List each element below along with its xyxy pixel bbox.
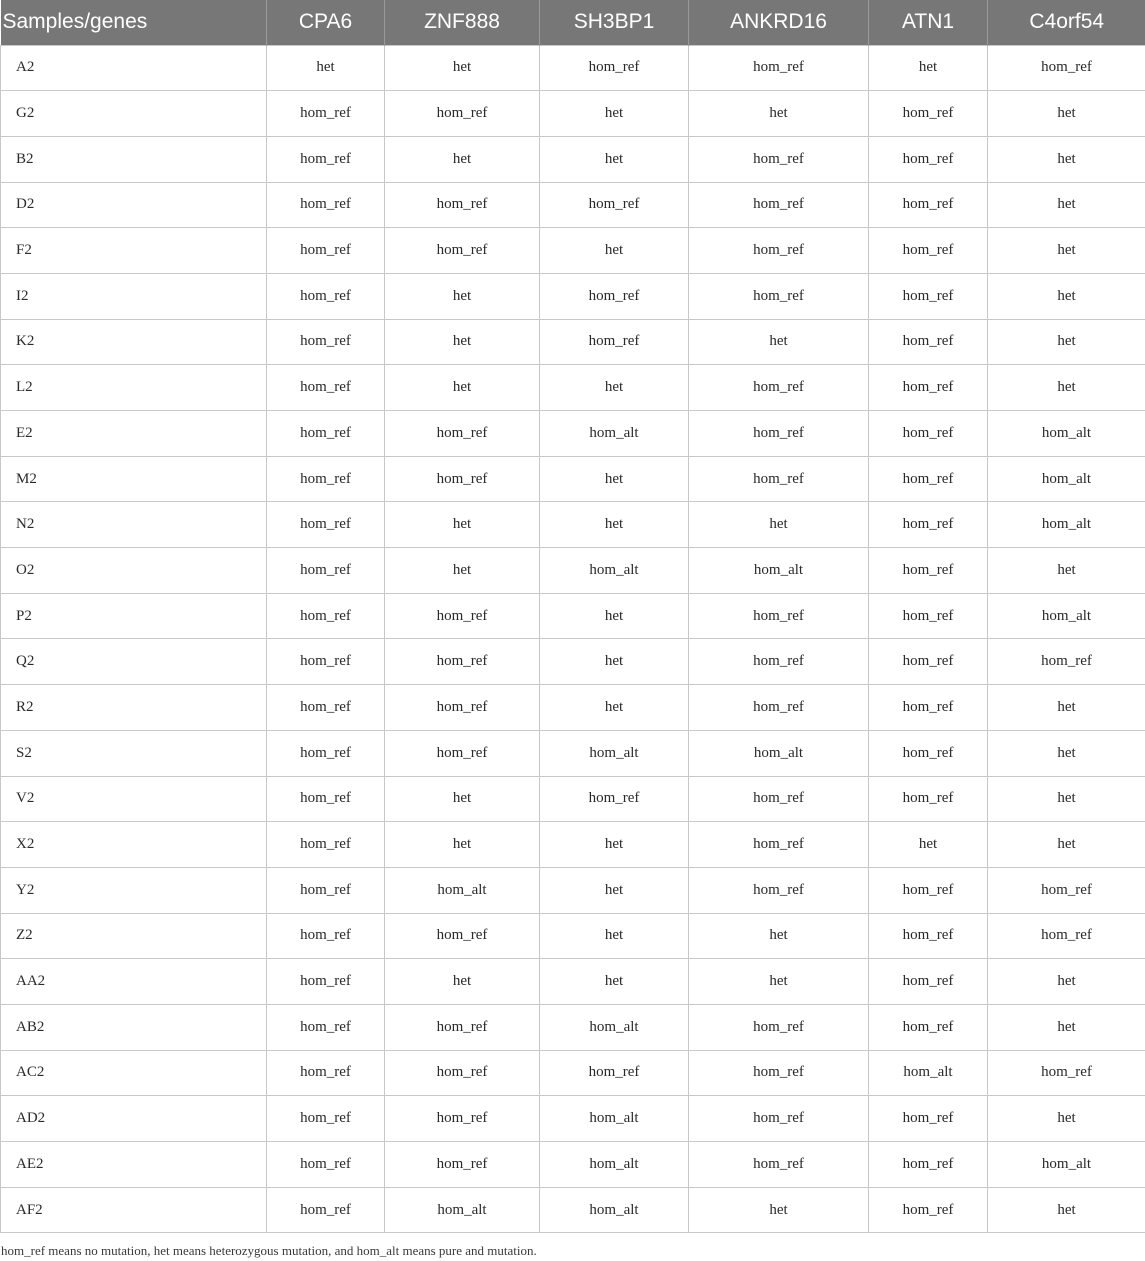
genotype-cell: hom_alt <box>540 730 689 776</box>
genotype-cell: hom_ref <box>689 456 869 502</box>
sample-cell: Z2 <box>1 913 267 959</box>
genotype-cell: hom_ref <box>689 411 869 457</box>
genotype-cell: het <box>988 182 1145 228</box>
genotype-cell: hom_ref <box>869 182 988 228</box>
genotype-cell: hom_ref <box>267 913 385 959</box>
table-row <box>1 228 1145 274</box>
genotype-cell: hom_ref <box>869 1096 988 1142</box>
genotype-cell: het <box>540 365 689 411</box>
genotype-cell: het <box>988 319 1145 365</box>
genotype-cell: hom_ref <box>869 411 988 457</box>
genotype-cell: hom_ref <box>869 593 988 639</box>
genotype-cell: hom_alt <box>988 411 1145 457</box>
genotype-cell: hom_ref <box>689 1004 869 1050</box>
column-header-ankrd16: ANKRD16 <box>689 0 869 45</box>
table-row <box>1 959 1145 1005</box>
genotype-cell: hom_ref <box>689 639 869 685</box>
genotype-cell: hom_ref <box>869 639 988 685</box>
table-row <box>1 456 1145 502</box>
genotype-cell: het <box>385 136 540 182</box>
genotype-cell: hom_ref <box>267 959 385 1005</box>
genotype-cell: het <box>689 913 869 959</box>
genotype-cell: het <box>540 456 689 502</box>
genotype-cell: hom_ref <box>267 182 385 228</box>
table-row <box>1 593 1145 639</box>
genotype-cell: het <box>540 822 689 868</box>
genotype-cell: het <box>988 730 1145 776</box>
column-header-cpa6: CPA6 <box>267 0 385 45</box>
genotype-cell: hom_ref <box>267 685 385 731</box>
table-body <box>1 45 1145 1233</box>
sample-cell: S2 <box>1 730 267 776</box>
genotype-cell: hom_ref <box>385 1050 540 1096</box>
sample-cell: L2 <box>1 365 267 411</box>
genotype-cell: hom_alt <box>988 1142 1145 1188</box>
genotype-cell: het <box>988 548 1145 594</box>
table-row <box>1 1142 1145 1188</box>
genotype-cell: hom_ref <box>988 1050 1145 1096</box>
genotype-cell: hom_ref <box>385 228 540 274</box>
genotype-cell: hom_ref <box>869 319 988 365</box>
sample-cell: AA2 <box>1 959 267 1005</box>
genotype-cell: het <box>385 548 540 594</box>
genotype-cell: het <box>385 959 540 1005</box>
genotype-cell: het <box>988 228 1145 274</box>
genotype-cell: hom_alt <box>385 867 540 913</box>
sample-cell: N2 <box>1 502 267 548</box>
genotype-cell: hom_ref <box>267 639 385 685</box>
sample-cell: B2 <box>1 136 267 182</box>
sample-cell: E2 <box>1 411 267 457</box>
column-header-atn1: ATN1 <box>869 0 988 45</box>
column-header-sh3bp1: SH3BP1 <box>540 0 689 45</box>
genotype-cell: hom_alt <box>689 730 869 776</box>
column-header-samples: Samples/genes <box>1 0 267 45</box>
sample-cell: AC2 <box>1 1050 267 1096</box>
table-row <box>1 639 1145 685</box>
genotype-cell: hom_ref <box>988 913 1145 959</box>
genotype-cell: hom_ref <box>267 1004 385 1050</box>
genotype-cell: hom_ref <box>267 1096 385 1142</box>
table-row <box>1 776 1145 822</box>
genotype-cell: hom_ref <box>689 45 869 91</box>
sample-cell: V2 <box>1 776 267 822</box>
table-row <box>1 1096 1145 1142</box>
table-row <box>1 45 1145 91</box>
genotype-cell: hom_ref <box>689 182 869 228</box>
column-header-c4orf54: C4orf54 <box>1029 10 1105 34</box>
genotype-cell: het <box>540 136 689 182</box>
sample-cell: AB2 <box>1 1004 267 1050</box>
genotype-cell: hom_ref <box>689 822 869 868</box>
genotype-cell: hom_ref <box>869 913 988 959</box>
genotype-cell: hom_ref <box>385 91 540 137</box>
genotype-cell: hom_ref <box>385 182 540 228</box>
table-footnote: hom_ref means no mutation, het means heterozygous mutation, and hom_alt means pure and mutation. <box>1 1243 537 1258</box>
genotype-cell: hom_ref <box>869 776 988 822</box>
genotype-cell: hom_ref <box>267 548 385 594</box>
sample-cell: I2 <box>1 273 267 319</box>
genotype-cell: het <box>385 273 540 319</box>
genotype-cell: het <box>988 273 1145 319</box>
sample-cell: K2 <box>1 319 267 365</box>
genotype-cell: hom_ref <box>869 365 988 411</box>
table-row <box>1 91 1145 137</box>
genotype-cell: hom_ref <box>869 1004 988 1050</box>
genotype-cell: hom_ref <box>869 136 988 182</box>
genotype-cell: het <box>385 319 540 365</box>
genotype-cell: hom_ref <box>540 45 689 91</box>
table-row <box>1 1187 1145 1233</box>
genotype-cell: hom_ref <box>869 502 988 548</box>
table-row <box>1 822 1145 868</box>
genotype-cell: hom_ref <box>385 639 540 685</box>
genotype-cell: het <box>540 91 689 137</box>
sample-cell: F2 <box>1 228 267 274</box>
genotype-cell: het <box>385 822 540 868</box>
table-row <box>1 913 1145 959</box>
table-row <box>1 411 1145 457</box>
genotype-cell: het <box>540 959 689 1005</box>
genotype-cell: het <box>988 91 1145 137</box>
genotype-cell: hom_alt <box>540 1187 689 1233</box>
genotype-cell: hom_alt <box>988 456 1145 502</box>
genotype-cell: hom_ref <box>267 456 385 502</box>
genotype-cell: het <box>988 685 1145 731</box>
table-row <box>1 548 1145 594</box>
genotype-cell: het <box>988 365 1145 411</box>
sample-cell: AE2 <box>1 1142 267 1188</box>
table-row <box>1 730 1145 776</box>
genotype-cell: hom_ref <box>869 91 988 137</box>
genotype-cell: hom_ref <box>540 273 689 319</box>
genotype-cell: hom_ref <box>689 1050 869 1096</box>
genotype-cell: hom_ref <box>689 273 869 319</box>
genotype-cell: het <box>540 639 689 685</box>
genotype-cell: het <box>689 91 869 137</box>
sample-cell: Y2 <box>1 867 267 913</box>
genotype-cell: hom_ref <box>540 319 689 365</box>
genotype-cell: hom_ref <box>267 730 385 776</box>
table-row <box>1 273 1145 319</box>
genotype-cell: hom_ref <box>267 593 385 639</box>
genotype-cell: hom_ref <box>689 776 869 822</box>
table-row <box>1 1004 1145 1050</box>
genotype-cell: hom_ref <box>689 1096 869 1142</box>
genotype-cell: het <box>988 1096 1145 1142</box>
genotype-cell: hom_alt <box>540 411 689 457</box>
genotype-cell: hom_alt <box>689 548 869 594</box>
genotype-cell: hom_ref <box>267 1187 385 1233</box>
sample-cell: R2 <box>1 685 267 731</box>
genotype-cell: het <box>689 1187 869 1233</box>
genotype-cell: het <box>689 959 869 1005</box>
genotype-cell: het <box>540 593 689 639</box>
genotype-cell: hom_ref <box>689 365 869 411</box>
sample-cell: M2 <box>1 456 267 502</box>
sample-cell: Q2 <box>1 639 267 685</box>
genotype-cell: hom_ref <box>267 1050 385 1096</box>
genotype-cell: hom_ref <box>540 1050 689 1096</box>
genotype-cell: het <box>540 867 689 913</box>
genotype-cell: hom_ref <box>385 1004 540 1050</box>
genotype-cell: hom_ref <box>869 273 988 319</box>
genotype-cell: hom_ref <box>540 182 689 228</box>
genotype-cell: hom_alt <box>988 502 1145 548</box>
genotype-cell: hom_ref <box>385 913 540 959</box>
genotype-cell: het <box>689 319 869 365</box>
genotype-cell: hom_ref <box>869 228 988 274</box>
table-row <box>1 136 1145 182</box>
genotype-cell: hom_ref <box>385 1096 540 1142</box>
genotype-cell: het <box>540 685 689 731</box>
genotype-cell: hom_ref <box>267 502 385 548</box>
genotype-cell: hom_ref <box>267 319 385 365</box>
sample-cell: O2 <box>1 548 267 594</box>
sample-cell: AD2 <box>1 1096 267 1142</box>
genotype-cell: hom_ref <box>267 411 385 457</box>
genotype-cell: hom_ref <box>988 867 1145 913</box>
genotype-cell: hom_ref <box>689 136 869 182</box>
genotype-cell: hom_alt <box>540 1142 689 1188</box>
genotype-cell: het <box>385 776 540 822</box>
genotype-cell: het <box>869 822 988 868</box>
genotype-cell: het <box>267 45 385 91</box>
genotype-cell: hom_ref <box>267 228 385 274</box>
genotype-cell: hom_ref <box>869 730 988 776</box>
genotype-cell: hom_ref <box>689 593 869 639</box>
genotype-cell: hom_ref <box>385 1142 540 1188</box>
genotype-cell: het <box>988 136 1145 182</box>
genotype-cell: hom_ref <box>988 45 1145 91</box>
genotype-cell: hom_alt <box>385 1187 540 1233</box>
column-header-znf888: ZNF888 <box>385 0 540 45</box>
genotype-cell: hom_ref <box>267 867 385 913</box>
genotype-cell: het <box>385 365 540 411</box>
genotype-cell: hom_ref <box>869 685 988 731</box>
genotype-cell: hom_ref <box>689 1142 869 1188</box>
sample-cell: AF2 <box>1 1187 267 1233</box>
table-header-row <box>1 0 1145 45</box>
table-row <box>1 502 1145 548</box>
genotype-cell: hom_ref <box>267 1142 385 1188</box>
table-row <box>1 867 1145 913</box>
genotype-cell: hom_ref <box>869 1187 988 1233</box>
genotype-cell: hom_ref <box>267 136 385 182</box>
genotype-cell: hom_ref <box>689 685 869 731</box>
table-row <box>1 1050 1145 1096</box>
sample-cell: A2 <box>1 45 267 91</box>
genotype-cell: hom_alt <box>540 1004 689 1050</box>
genotype-cell: het <box>988 822 1145 868</box>
genotype-cell: hom_ref <box>385 593 540 639</box>
genotype-cell: hom_ref <box>385 456 540 502</box>
genotype-cell: hom_ref <box>267 91 385 137</box>
sample-cell: G2 <box>1 91 267 137</box>
genotype-cell: hom_ref <box>689 228 869 274</box>
genotype-cell: hom_ref <box>385 730 540 776</box>
sample-cell: D2 <box>1 182 267 228</box>
genotype-cell: hom_ref <box>267 776 385 822</box>
genotype-cell: het <box>988 1187 1145 1233</box>
genotype-cell: het <box>988 959 1145 1005</box>
table-row <box>1 182 1145 228</box>
genotype-cell: hom_ref <box>267 822 385 868</box>
table-row <box>1 365 1145 411</box>
genotype-cell: hom_ref <box>385 685 540 731</box>
genotype-cell: hom_ref <box>869 1142 988 1188</box>
genotype-cell: hom_ref <box>540 776 689 822</box>
genotype-cell: hom_alt <box>869 1050 988 1096</box>
genotype-cell: hom_ref <box>385 411 540 457</box>
genotype-cell: hom_ref <box>869 867 988 913</box>
genotype-cell: het <box>988 776 1145 822</box>
genotype-cell: het <box>988 1004 1145 1050</box>
genotype-cell: hom_ref <box>869 959 988 1005</box>
genotype-cell: het <box>540 228 689 274</box>
sample-cell: P2 <box>1 593 267 639</box>
genotype-cell: het <box>540 913 689 959</box>
genotype-cell: hom_alt <box>988 593 1145 639</box>
genotype-cell: het <box>385 45 540 91</box>
genotype-cell: het <box>689 502 869 548</box>
genotype-cell: hom_ref <box>988 639 1145 685</box>
genotype-cell: hom_alt <box>540 548 689 594</box>
genotype-cell: hom_ref <box>267 273 385 319</box>
genotype-cell: het <box>385 502 540 548</box>
genotype-cell: het <box>869 45 988 91</box>
genotype-cell: het <box>540 502 689 548</box>
table-row <box>1 319 1145 365</box>
genotype-cell: hom_ref <box>689 867 869 913</box>
genotype-cell: hom_alt <box>540 1096 689 1142</box>
sample-cell: X2 <box>1 822 267 868</box>
genotype-cell: hom_ref <box>267 365 385 411</box>
genotype-cell: hom_ref <box>869 456 988 502</box>
table-row <box>1 685 1145 731</box>
genotype-cell: hom_ref <box>869 548 988 594</box>
